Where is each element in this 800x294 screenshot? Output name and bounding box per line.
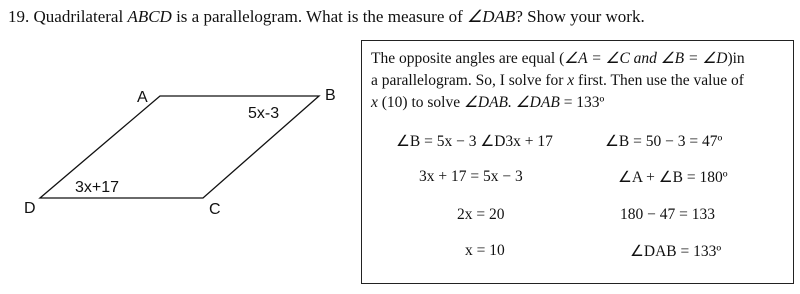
work-right-line: 180 − 47 = 133 (620, 206, 715, 223)
vertex-c-label: C (209, 201, 221, 218)
vertex-d-label: D (24, 200, 36, 217)
work-right-line: ∠A + ∠B = 180º (618, 169, 728, 186)
vertex-b-label: B (325, 87, 336, 104)
answer-box (361, 40, 794, 284)
parallelogram-figure (0, 60, 360, 230)
work-left-line: 3x + 17 = 5x − 3 (419, 168, 523, 185)
question-text: 19. Quadrilateral ABCD is a parallelogram. What is the measure of ∠DAB? Show your work. (8, 7, 645, 26)
work-left-line: 2x = 20 (457, 206, 505, 223)
asked-angle: ∠DAB (467, 7, 516, 26)
shape-name: ABCD (127, 7, 172, 26)
explanation-line-1: The opposite angles are equal (∠A = ∠C and ∠B = ∠D)in (371, 50, 745, 67)
work-right-line: ∠DAB = 133º (630, 243, 722, 260)
vertex-a-label: A (137, 89, 148, 106)
work-right-line: ∠B = 50 − 3 = 47º (605, 133, 723, 150)
bottom-side-label: 3x+17 (75, 179, 120, 196)
explanation-line-2: a parallelogram. So, I solve for x first. Then use the value of (371, 72, 744, 89)
top-side-label: 5x-3 (248, 105, 280, 122)
work-left-line: x = 10 (465, 242, 505, 259)
work-left-line: ∠B = 5x − 3 ∠D3x + 17 (396, 133, 553, 150)
question-number: 19. (8, 7, 30, 26)
explanation-line-3: x (10) to solve ∠DAB. ∠DAB = 133º (371, 94, 605, 111)
answer-explanation (371, 48, 785, 114)
